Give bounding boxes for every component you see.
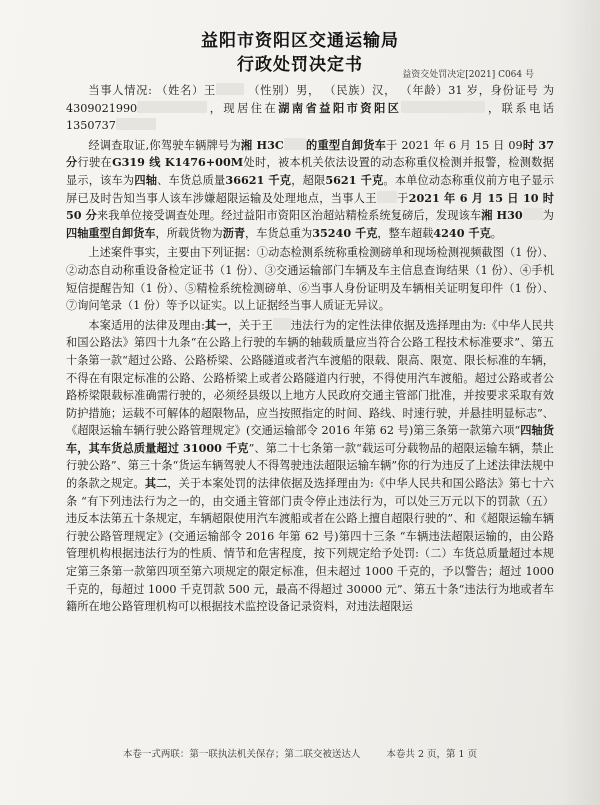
document-number: 益资交处罚决定[2021] C064 号: [402, 70, 534, 80]
redacted-name: [377, 191, 397, 203]
redacted-id-number: [137, 101, 207, 113]
document-body: [66, 82, 554, 616]
document-title: 行政处罚决定书: [237, 55, 363, 75]
redacted-phone: [116, 118, 156, 130]
case-facts: 经调查取证,你驾驶车辆牌号为湘 H3C 的重型自卸货车于 2021 年 6 月 15 日 09时 37 分行驶在G319 线 K1476+00M处时，被本机关依法设置的动态称重仪检测并报警，检测数据显示，该车为四轴、车货总质量36621 千克，超限5621 千克。本单位动态称重仪前方电子显示屏已及时告知当事人该车涉嫌超限运输及处理地点，当事人王 于2021 年 6 月 15 日 10 时 50 分来我单位接受调查处理。经过益阳市资阳区治超站精检系统复磅后，发现该车湘 H30 为四轴重型自卸货车，所载货物为沥青，车货总重为35240 千克，整车超载4240 千克。: [66, 137, 555, 240]
page-number: 本卷共 2 页，第 1 页: [386, 749, 478, 760]
redacted-address: [401, 101, 485, 113]
redacted-plate: [523, 208, 543, 220]
legal-basis: 本案适用的法律及理由:其一，关于王 违法行为的定性法律依据及选择理由为:《中华人民共和国公路法》第四十九条“在公路上行驶的车辆的轴载质量应当符合公路工程技术标准要求”、第五十条第一款“超过公路、公路桥梁、公路隧道或者汽车渡船的限载、限高、限宽、限长标准的车辆，不得在有限定标准的公路、公路桥梁上或者公路隧道内行驶，不得使用汽车渡船。超过公路或者公路桥梁限载标准确需行驶的，必须经县级以上地方人民政府交通主管部门批准，并按要求采取有效防护措施；运载不可解体的超限物品，应当按照指定的时间、路线、时速行驶，并悬挂明显标志”、《超限运输车辆行驶公路管理规定》(交通运输部令 2016 年第 62 号)第三条第一款第六项“四轴货车，其车货总质量超过 31000 千克”、第二十七条第一款“载运可分载物品的超限运输车辆，禁止行驶公路”、第三十条“货运车辆驾驶人不得驾驶违法超限运输车辆”你的行为违反了上述法律法规中的条款之规定。其二，关于本案处罚的法律依据及选择理由为:《中华人民共和国公路法》第七十六条 “有下列违法行为之一的，由交通主管部门责令停止违法行为，可以处三万元以下的罚款（五）违反本法第五十条规定，车辆超限使用汽车渡船或者在公路上擅自超限行驶的”、和《超限运输车辆行驶公路管理规定》(交通运输部令 2016 年第 62 号)第四十三条 “车辆违法超限运输的，由公路管理机构根据违法行为的性质、情节和危害程度，按下列规定给予处罚:（二）车货总质量超过本规定第三条第一款第四项至第六项规定的限定标准，但未超过 1000 千克的，予以警告；超过 1000 千克的，每超过 1000 千克罚款 500 元，最高不得超过 30000 元”、第五十条“违法行为地或者车籍所在地公路管理机构可以根据技术监控设备记录资料，对违法超限运: [66, 317, 554, 614]
copy-note: 本卷一式两联：第一联执法机关保存；第二联交被送达人: [122, 749, 361, 760]
redacted-plate: [284, 138, 306, 150]
page-shadow: [560, 0, 600, 805]
redacted-name: [216, 83, 244, 95]
redacted-name: [273, 318, 291, 330]
evidence-paragraph: 上述案件事实，主要由下列证据：①动态检测系统称重检测磅单和现场检测视频截图（1 份）、②动态自动称重设备检定证书（1 份）、③交通运输部门车辆及车主信息查询结果（1 份）、④手机短信提醒告知（1 份）、⑤精检系统检测磅单、⑥当事人身份证明及车辆相关证明复印件（1 份）、⑦询问笔录（1 份）等予以证实。以上证据经当事人质证无异议。: [66, 246, 554, 313]
issuer-title: 益阳市资阳区交通运输局: [201, 31, 399, 51]
party-info: 当事人情况: （姓名）王 （性别）男， （民族）汉， （年龄）31 岁，身份证号 为 4309021990 ，现居住在湖南省益阳市资阳区 ，联系电话 1350737: [66, 84, 555, 133]
page-footer: [0, 746, 600, 760]
